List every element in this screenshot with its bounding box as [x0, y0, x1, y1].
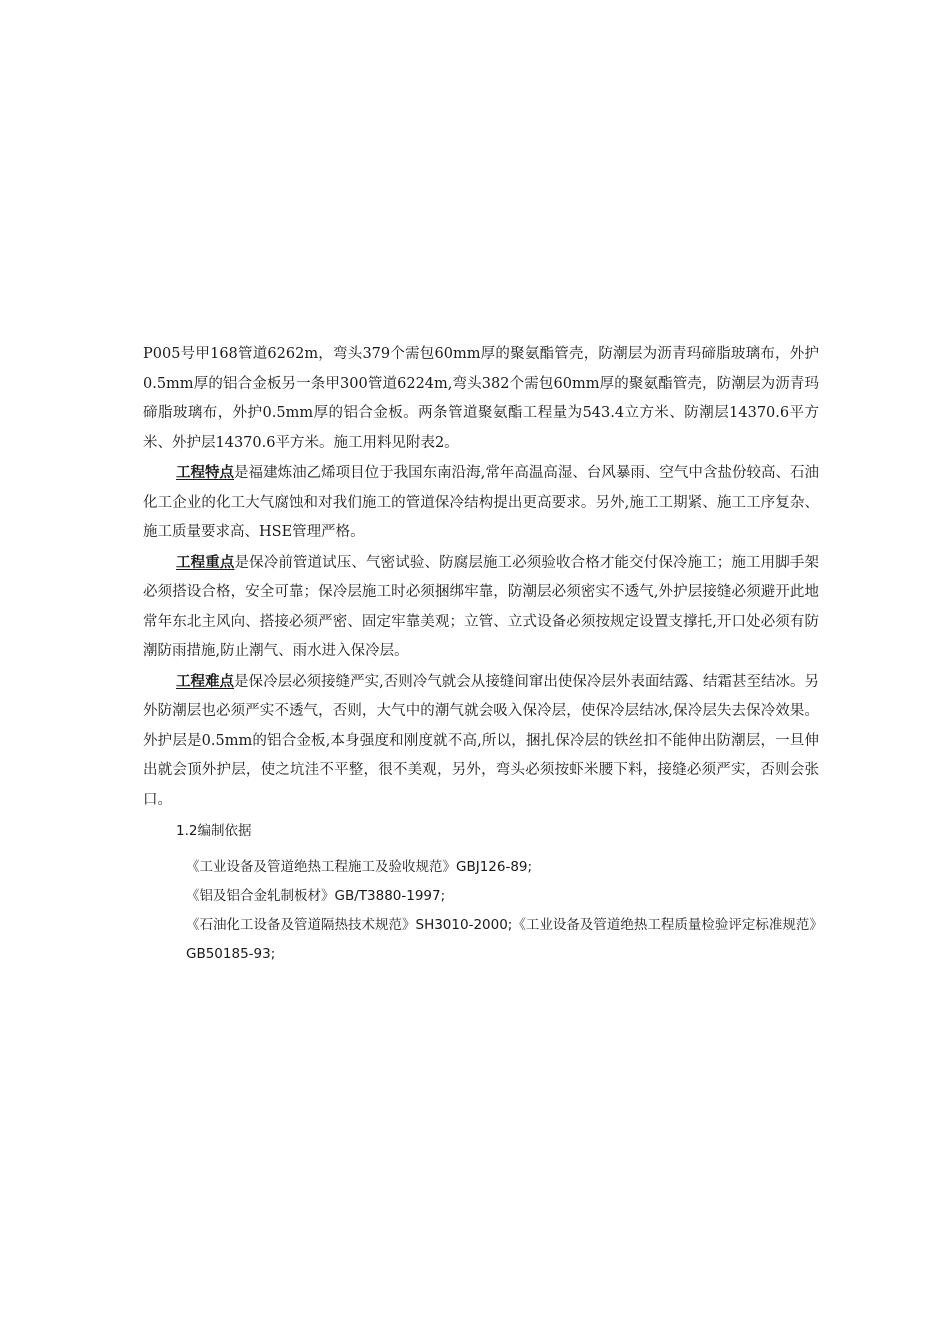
key-points-label: 工程重点 [176, 553, 235, 571]
reference-item: 《石油化工设备及管道隔热技术规范》SH3010-2000;《工业设备及管道绝热工程质量检验评定标准规范》GB50185-93; [186, 917, 817, 962]
reference-item: 《铝及铝合金轧制板材》GB/T3880-1997; [186, 888, 446, 904]
key-points-paragraph [143, 548, 819, 667]
features-text: 是福建炼油乙烯项目位于我国东南沿海,常年高温高湿、台风暴雨、空气中含盐份较高、石油化工企业的化工大气腐蚀和对我们施工的管道保冷结构提出更高要求。另外,施工工期紧、施工工序复杂、施工质量要求高、HSE管理严格。 [143, 465, 820, 540]
section-heading: 1.2编制依据 [176, 823, 252, 839]
difficulties-text: 是保冷层必须接缝严实,否则冷气就会从接缝间窜出使保冷层外表面结露、结霜甚至结冰。另外防潮层也必须严实不透气，否则，大气中的潮气就会吸入保冷层，使保冷层结冰,保冷层失去保冷效果。外护层是0.5mm的铝合金板,本身强度和刚度就不高,所以，捆扎保冷层的铁丝扣不能伸出防潮层，一旦伸出就会顶外护层，使之坑洼不平整，很不美观，另外，弯头必须按虾米腰下料，接缝必须严实，否则会张口。 [143, 673, 820, 808]
intro-paragraph: P005号甲168管道6262m，弯头379个需包60mm厚的聚氨酯管壳，防潮层为沥青玛碲脂玻璃布，外护0.5mm厚的铝合金板另一条甲300管道6224m,弯头382个需包60mm厚的聚氨酯管壳，防潮层为沥青玛碲脂玻璃布，外护0.5mm厚的铝合金板。两条管道聚氨酯工程量为543.4立方米、防潮层14370.6平方米、外护层14370.6平方米。施工用料见附表2。 [143, 346, 819, 451]
document-body [143, 340, 819, 969]
key-points-text: 是保冷前管道试压、气密试验、防腐层施工必须验收合格才能交付保冷施工；施工用脚手架必须搭设合格，安全可靠；保冷层施工时必须捆绑牢靠，防潮层必须密实不透气,外护层接缝必须避开此地常年东北主风向、搭接必须严密、固定牢靠美观；立管、立式设备必须按规定设置支撑托,开口处必须有防潮防雨措施,防止潮气、雨水进入保冷层。 [143, 554, 819, 659]
reference-item: 《工业设备及管道绝热工程施工及验收规范》GBJ126-89; [186, 859, 533, 875]
features-label: 工程特点 [176, 464, 235, 481]
reference-list [143, 853, 819, 969]
features-paragraph [143, 458, 819, 548]
difficulties-label: 工程难点 [176, 672, 235, 690]
difficulties-paragraph [143, 667, 819, 816]
